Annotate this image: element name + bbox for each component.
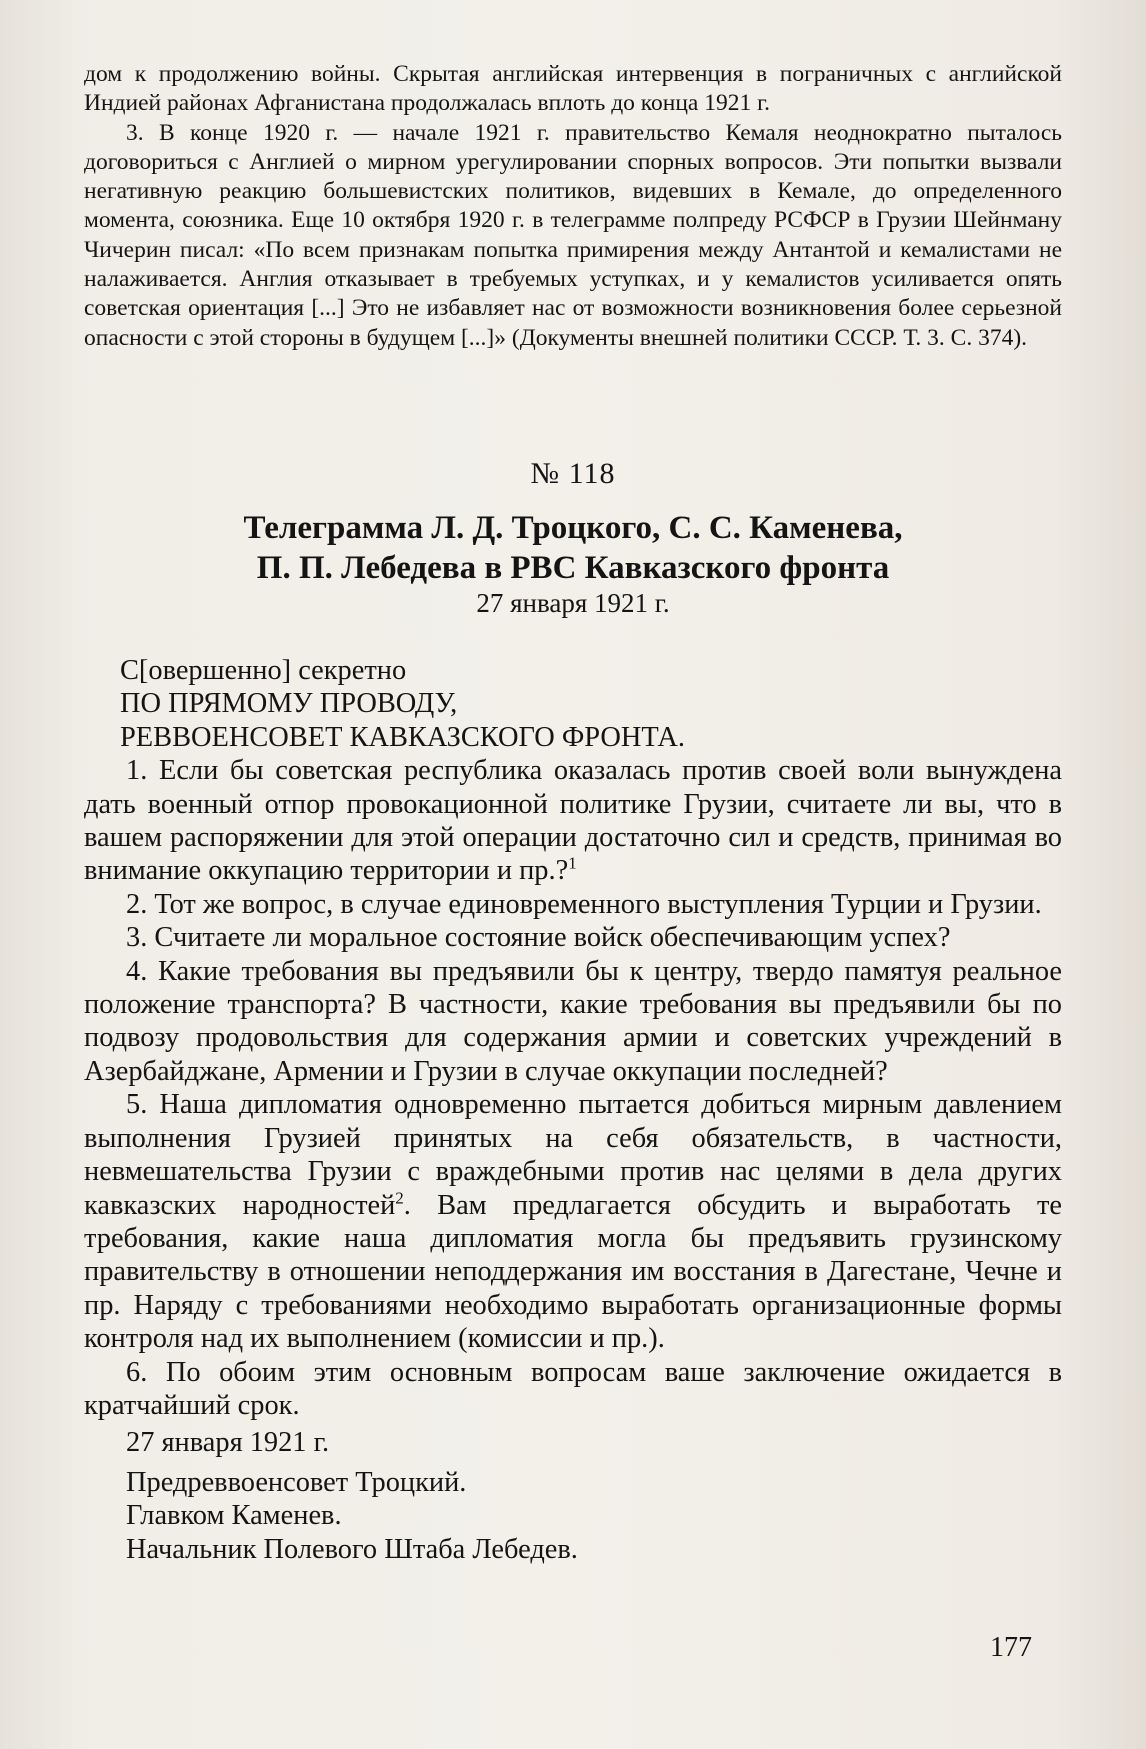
document-title-line-2: П. П. Лебедева в РВС Кавказского фронта <box>256 550 890 586</box>
signature-kamenev: Главком Каменев. <box>126 1500 342 1532</box>
telegram-body <box>84 654 1062 1566</box>
telegram-item-4: 4. Какие требования вы предъявили бы к центру, твердо памятуя реальное положение транспорта? В частности, какие требования вы предъявили бы по подвозу продовольствия для содержания армии и советских учреждений в Азербайджане, Армении и Грузии в случае оккупации последней? <box>84 955 1062 1087</box>
telegram-item-1 <box>84 754 1062 888</box>
item-5-text-a: 5. Наша дипломатия одновременно пытается добиться мирным давлением выполнения Грузией принятых на себя обязательств, в частности, невмешательства Грузии с враждебными против нас целями в дела других кавказских народностей <box>84 1089 1062 1221</box>
addressee: РЕВВОЕНСОВЕТ КАВКАЗСКОГО ФРОНТА. <box>120 721 685 753</box>
page-number: 177 <box>990 1632 1032 1663</box>
transmission-mark: ПО ПРЯМОМУ ПРОВОДУ, <box>120 688 458 720</box>
footnote-ref-2: 2 <box>395 1188 404 1208</box>
document-date: 27 января 1921 г. <box>476 588 670 618</box>
signature-date: 27 января 1921 г. <box>126 1427 330 1459</box>
commentary-paragraph-2: 3. В конце 1920 г. — начале 1921 г. правительство Кемаля неоднократно пыталось договориться с Англией о мирном урегулировании спорных вопросов. Эти попытки вызвали негативную реакцию большевистских политиков, видевших в Кемале, до определенного момента, союзника. Еще 10 октября 1920 г. в телеграмме полпреду РСФСР в Грузии Шейнману Чичерин писал: «По всем признакам попытка примирения между Антантой и кемалистами не налаживается. Англия отказывает в требуемых уступках, и у кемалистов усиливается опять советская ориентация [...] Это не избавляет нас от возможности возникновения более серьезной опасности с этой стороны в будущем [...]» (Документы внешней политики СССР. Т. 3. С. 374). <box>84 119 1062 351</box>
item-5-text-b: . Вам предлагается обсудить и выработать те требования, какие наша дипломатия могла бы предъявить грузинскому правительству в отношении неподдержания им восстания в Дагестане, Чечне и пр. Наряду с требованиями необходимо выработать организационные формы контроля над их выполнением (комиссии и пр.). <box>84 1189 1062 1355</box>
telegram-item-3: 3. Считаете ли моральное состояние войск обеспечивающим успех? <box>126 922 951 954</box>
signature-lebedev: Начальник Полевого Штаба Лебедев. <box>126 1533 578 1565</box>
document-title <box>0 508 1146 588</box>
item-1-text: 1. Если бы советская республика оказалась против своей воли вынуждена дать военный отпор провокационной политике Грузии, считаете ли вы, что в вашем распоряжении для этой операции достаточно сил и средств, принимая во внимание оккупацию территории и пр.? <box>84 755 1062 887</box>
telegram-item-5 <box>84 1088 1062 1355</box>
footnote-commentary <box>84 60 1062 353</box>
signature-trotsky: Предреввоенсовет Троцкий. <box>126 1466 467 1498</box>
telegram-item-6: 6. По обоим этим основным вопросам ваше заключение ожидается в кратчайший срок. <box>84 1356 1062 1421</box>
telegram-item-2: 2. Тот же вопрос, в случае единовременного выступления Турции и Грузии. <box>126 888 1042 920</box>
commentary-paragraph-1: дом к продолжению войны. Скрытая английская интервенция в пограничных с английской Индией районах Афганистана продолжалась вплоть до конца 1921 г. <box>84 61 1062 117</box>
document-title-line-1: Телеграмма Л. Д. Троцкого, С. С. Каменева, <box>243 510 903 546</box>
document-number: № 118 <box>530 457 616 490</box>
footnote-ref-1: 1 <box>568 853 577 873</box>
secrecy-mark: С[овершенно] секретно <box>120 655 407 686</box>
